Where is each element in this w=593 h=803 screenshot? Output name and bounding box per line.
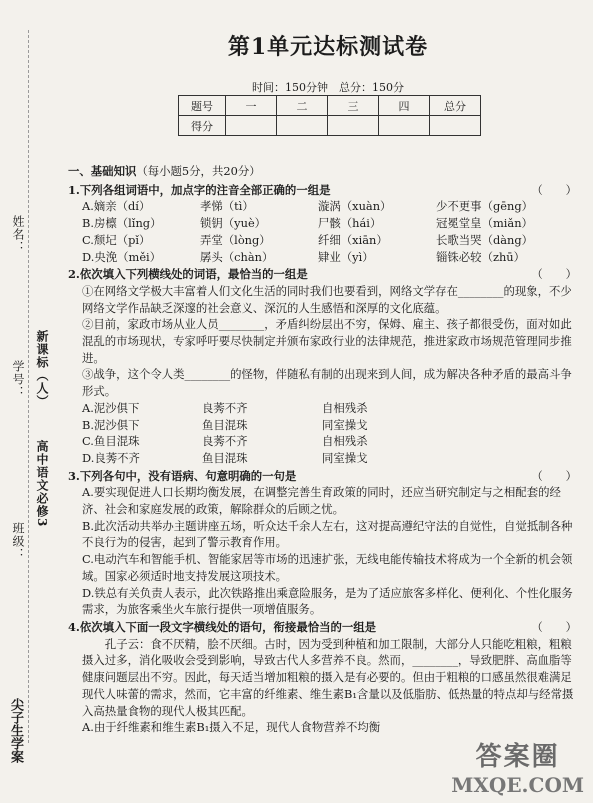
option-cell: 孝悌（tì） [200, 199, 254, 214]
question-2-item-2: ②目前，家政市场从业人员________，矛盾纠纷层出不穷，保姆、雇主、孩子都很受伤，面对如此混乱的市场现状，专家呼吁要尽快制定并颁布家政行业的法律规范，推进家政市场规范管理同步推进。 [82, 317, 572, 365]
section-title: 一、基础知识 [68, 164, 137, 178]
cut-line [28, 30, 29, 743]
question-4-stem [68, 619, 583, 636]
question-2-option-a [68, 400, 583, 417]
question-1-stem [68, 182, 583, 199]
answer-paren[interactable]: （ ） [531, 182, 577, 197]
watermark-url: MXQE.COM [451, 773, 584, 797]
question-3-stem [68, 468, 583, 485]
option-cell: A.嫡亲（dí） [82, 199, 151, 214]
id-label: 学号： [11, 360, 25, 399]
option-cell: 自相残杀 [322, 400, 368, 415]
brand-logo: 尖子生学案 [8, 698, 23, 763]
score-input-cell[interactable] [379, 116, 430, 136]
score-value-row [179, 116, 481, 136]
option-cell: A.泥沙俱下 [82, 400, 140, 415]
option-cell: C.颓圮（pǐ） [82, 232, 151, 247]
option-cell: 鱼目混珠 [202, 450, 248, 465]
question-3-option-d: D.铁总有关负责人表示，此次铁路推出乘意险服务，是为了适应旅客多样化、便利化、个性化服务需求，为旅客乘坐火车旅行提供一项增值服务。 [82, 585, 573, 617]
option-cell: 锁钥（yuè） [200, 216, 267, 231]
option-cell: 纤细（xiān） [318, 232, 388, 247]
option-cell: 良莠不齐 [202, 434, 248, 449]
score-input-cell[interactable] [277, 116, 328, 136]
score-cell: 得分 [179, 116, 226, 136]
exam-paper [68, 0, 588, 803]
option-cell: 长歌当哭（dàng） [436, 232, 534, 247]
question-text: 4.依次填入下面一段文字横线处的语句，衔接最恰当的一组是 [68, 619, 377, 634]
exam-content [68, 163, 583, 736]
score-cell: 一 [226, 96, 277, 116]
question-2-option-d [68, 450, 583, 467]
question-2-option-b [68, 417, 583, 434]
option-cell: 尸骸（hái） [318, 216, 382, 231]
option-cell: 冠冕堂皇（miǎn） [436, 216, 533, 231]
name-label: 姓名： [11, 215, 25, 254]
question-2-option-c [68, 433, 583, 450]
watermark-logo: 答案圈 [475, 742, 560, 772]
question-2-item-1: ①在网络文学极大丰富着人们文化生活的同时我们也要看到，网络文学存在________的现象，不少网络文学作品缺乏深邃的社会意义、深沉的人生感悟和深厚的文化底蕴。 [82, 283, 572, 315]
option-cell: 孱头（chàn） [200, 249, 274, 264]
option-cell: C.鱼目混珠 [82, 434, 140, 449]
answer-paren[interactable]: （ ） [531, 619, 577, 634]
option-cell: 良莠不齐 [202, 400, 248, 415]
class-label: 班级： [11, 522, 25, 561]
score-cell: 总分 [430, 96, 481, 116]
edition-label: 新课标（人） [35, 330, 49, 408]
question-text: 3.下列各句中，没有语病、句意明确的一句是 [68, 468, 297, 483]
question-4-option-a: A.由于纤维素和维生素B₁摄入不足，现代人食物营养不均衡 [82, 720, 381, 735]
score-input-cell[interactable] [328, 116, 379, 136]
option-cell: 同室操戈 [322, 417, 368, 432]
option-cell: D.良莠不齐 [82, 450, 140, 465]
exam-title: 第1单元达标测试卷 [227, 34, 429, 60]
option-cell: 少不更事（gēng） [436, 199, 534, 214]
option-cell: 漩涡（xuàn） [318, 199, 392, 214]
question-text: 2.依次填入下列横线处的词语，最恰当的一组是 [68, 267, 308, 282]
option-cell: 鱼目混珠 [202, 417, 248, 432]
option-cell: D.央浼（měi） [82, 249, 162, 264]
score-input-cell[interactable] [226, 116, 277, 136]
answer-paren[interactable]: （ ） [531, 468, 577, 483]
binding-margin [0, 0, 62, 803]
option-cell: 自相残杀 [322, 434, 368, 449]
question-text: 1.下列各组词语中，加点字的注音全部正确的一组是 [68, 182, 331, 197]
score-cell: 四 [379, 96, 430, 116]
question-2-item-3: ③战争，这个令人类________的怪物，伴随私有制的出现来到人间，成为解决各种矛盾的最高斗争形式。 [82, 367, 572, 399]
score-cell: 二 [277, 96, 328, 116]
score-table [178, 95, 481, 136]
section-score: （每小题5分，共20分） [136, 164, 261, 178]
exam-meta: 时间：150分钟 总分：150分 [252, 81, 404, 94]
section-heading [68, 163, 583, 180]
score-input-cell[interactable] [430, 116, 481, 136]
question-4-passage: 孔子云：食不厌精，脍不厌细。古时，因为受到种植和加工限制，大部分人只能吃粗粮，粗粮摄入过多，消化吸收会受到影响，导致古代人多营养不良。然而，________，导致肥胖、高血脂等健康问题层出不穷。因此，每天适当增加粗粮的摄入是有必要的。但由于粗粮的口感虽然很难满足现代人味蕾的需求，然而，它丰富的纤维素、维生素B₁含量以及低脂肪、低热量的特点却与经常摄入高热量食物的现代人极其匹配。 [82, 636, 574, 718]
question-3-option-b: B.此次活动共举办主题讲座五场，听众达千余人左右，这对提高遵纪守法的自觉性，自觉抵制各种不良行为的侵害，起到了警示教育作用。 [82, 518, 573, 550]
question-2-stem [68, 266, 583, 283]
score-cell: 题号 [179, 96, 226, 116]
option-cell: 弄堂（lòng） [200, 232, 271, 247]
answer-paren[interactable]: （ ） [531, 267, 577, 282]
option-cell: 锱铢必较（zhū） [436, 249, 526, 264]
option-cell: 同室操戈 [322, 450, 368, 465]
option-cell: B.房檩（lǐng） [82, 216, 162, 231]
watermark [451, 736, 584, 797]
score-header-row [179, 96, 481, 116]
question-3-option-c: C.电动汽车和智能手机、智能家居等市场的迅速扩张，无线电能传输技术将成为一个全新的机会领域。国家必须适时地支持发展这项技术。 [82, 552, 573, 583]
option-cell: B.泥沙俱下 [82, 417, 140, 432]
question-1-options [68, 198, 583, 265]
course-label: 高中语文必修3 [35, 440, 49, 528]
score-cell: 三 [328, 96, 379, 116]
option-cell: 肄业（yì） [318, 249, 374, 264]
question-3-option-a: A.要实现促进人口长期均衡发展，在调整完善生育政策的同时，还应当研究制定与之相配套的经济、社会和家庭发展的政策，解除群众的后顾之忧。 [82, 485, 561, 517]
